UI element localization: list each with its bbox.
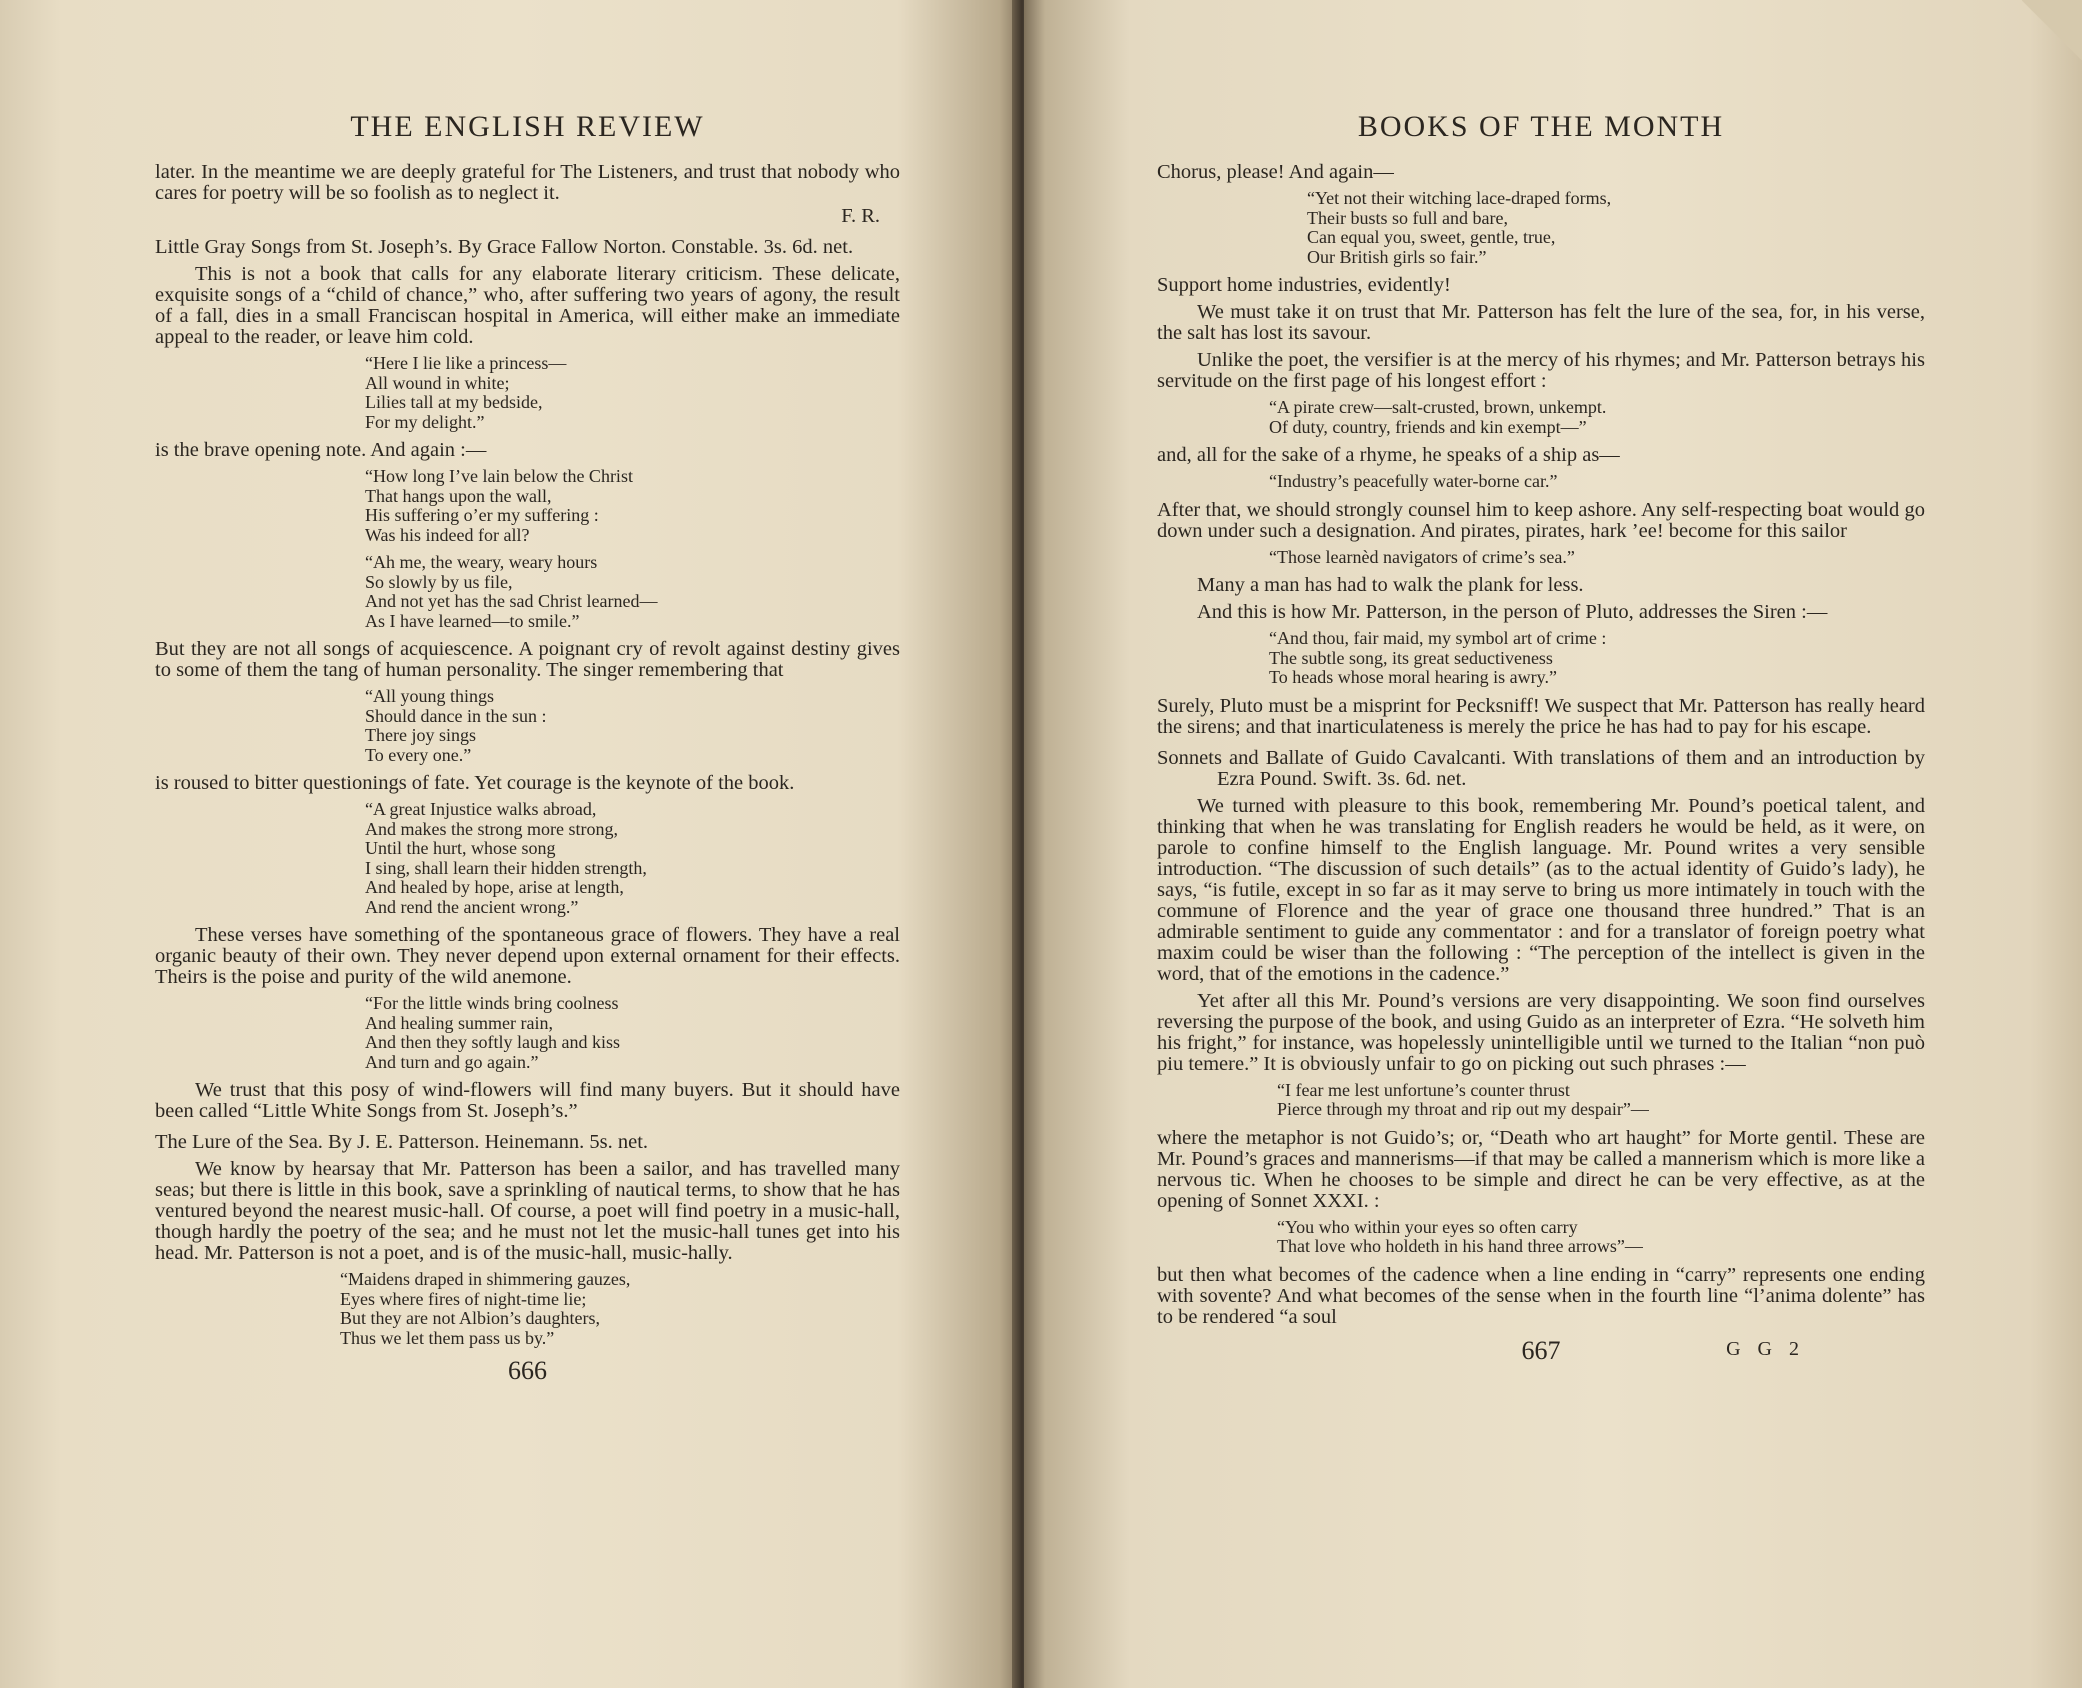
paragraph: And this is how Mr. Patterson, in the person of Pluto, addresses the Siren :— <box>1197 601 1828 623</box>
verse-quote: “Here I lie like a princess— All wound in white; Lilies tall at my bedside, For my delight.” <box>365 353 567 432</box>
signature-mark: G G 2 <box>1726 1337 1805 1360</box>
paragraph: This is not a book that calls for any elaborate literary criticism. These delicate, exquisite songs of a “child of chance,” who, after suffering two years of agony, the result of a fall, dies in a small Franciscan hospital in America, will either make an immediate appeal to the reader, or leave him cold. <box>155 263 900 348</box>
review-heading-lure-of-the-sea: The Lure of the Sea. By J. E. Patterson. Heinemann. 5s. net. <box>155 1131 649 1153</box>
paragraph: We trust that this posy of wind-flowers will find many buyers. But it should have been called “Little White Songs from St. Joseph’s.” <box>155 1079 900 1122</box>
page-number-left: 666 <box>508 1356 547 1385</box>
page-number-right-text: 667 <box>1521 1335 1561 1365</box>
paragraph: We turned with pleasure to this book, remembering Mr. Pound’s poetical talent, and thinking that when he was translating for English readers he would be held, as it were, on parole to confine himself to the English language. Mr. Pound writes a very sensible introduction. “The discussion of such details” (as to the actual identity of Guido’s lady), he says, “is futile, except in so far as it may serve to bring us more intimately in touch with the commune of Florence and the year of grace one thousand three hundred.” That is an admirable sentiment to guide any commentator : and for a translator of foreign poetry what maxim could be wiser than the following : “The perception of the intellect is given in the word, that of the emotions in the cadence.” <box>1157 794 1925 985</box>
page-number-right <box>1157 1336 1925 1366</box>
running-head-left: THE ENGLISH REVIEW <box>350 110 705 143</box>
paragraph: These verses have something of the spontaneous grace of flowers. They have a real organic beauty of their own. They never depend upon external ornament for their effects. Theirs is the poise and purity of the wild anemone. <box>155 924 900 988</box>
verse-quote: “Industry’s peacefully water-borne car.” <box>1269 471 1558 491</box>
verse-quote: “Ah me, the weary, weary hours So slowly by us file, And not yet has the sad Christ learned— As I have learned—to smile.” <box>365 552 658 631</box>
review-heading-cavalcanti: Sonnets and Ballate of Guido Cavalcanti. With translations of them and an introduction by Ezra Pound. Swift. 3s. 6d. net. <box>1157 746 1925 790</box>
left-column <box>155 162 900 1348</box>
paragraph: is the brave opening note. And again :— <box>155 439 487 461</box>
paragraph: Chorus, please! And again— <box>1157 161 1394 183</box>
paragraph: is roused to bitter questionings of fate. Yet courage is the keynote of the book. <box>155 772 795 794</box>
paragraph: But they are not all songs of acquiescence. A poignant cry of revolt against destiny gives to some of them the tang of human personality. The singer remembering that <box>155 638 900 681</box>
paragraph: Yet after all this Mr. Pound’s versions are very disappointing. We soon find ourselves reversing the purpose of the book, and using Guido as an interpreter of Ezra. “He solveth him his fright,” for instance, was hopelessly unintelligible until we turned to the Italian “non può piu temere.” It is obviously unfair to go on picking out such phrases :— <box>1157 989 1925 1075</box>
paragraph: Support home industries, evidently! <box>1157 274 1451 296</box>
verse-quote: “A pirate crew—salt-crusted, brown, unkempt. Of duty, country, friends and kin exempt—” <box>1269 397 1607 437</box>
paragraph: where the metaphor is not Guido’s; or, “Death who art haught” for Morte gentil. These are Mr. Pound’s graces and mannerisms—if that may be called a mannerism which is more like a nervous tic. When he chooses to be simple and direct he can be very effective, as at the opening of Sonnet XXXI. : <box>1157 1126 1925 1212</box>
paragraph: We know by hearsay that Mr. Patterson has been a sailor, and has travelled many seas; but there is little in this book, save a sprinkling of nautical terms, to show that he has ventured beyond the nearest music-hall. Of course, a poet will find poetry in a music-hall, though hardly the poetry of the sea; and he must not let the music-hall tunes get into his head. Mr. Patterson is not a poet, and is of the music-hall, music-hally. <box>155 1158 900 1264</box>
folded-corner <box>2022 0 2082 60</box>
paragraph: and, all for the sake of a rhyme, he speaks of a ship as— <box>1157 444 1620 466</box>
verse-quote: “I fear me lest unfortune’s counter thrust Pierce through my throat and rip out my despair”— <box>1277 1079 1649 1119</box>
verse-quote: “Maidens draped in shimmering gauzes, Eyes where fires of night-time lie; But they are not Albion’s daughters, Thus we let them pass us by.” <box>340 1269 631 1348</box>
verse-quote: “A great Injustice walks abroad, And makes the strong more strong, Until the hurt, whose song I sing, shall learn their hidden strength, And healed by hope, arise at length, And rend the ancient wrong.” <box>365 799 647 917</box>
verse-quote: “How long I’ve lain below the Christ That hangs upon the wall, His suffering o’er my suffering : Was his indeed for all? <box>365 466 633 545</box>
verse-quote: “You who within your eyes so often carry That love who holdeth in his hand three arrows”— <box>1277 1216 1643 1256</box>
verse-quote: “All young things Should dance in the sun : There joy sings To every one.” <box>365 686 547 765</box>
right-page <box>1024 0 2082 1688</box>
right-column <box>1157 162 1925 1328</box>
paragraph: Unlike the poet, the versifier is at the mercy of his rhymes; and Mr. Patterson betrays his servitude on the first page of his longest effort : <box>1157 349 1925 392</box>
reviewer-initials: F. R. <box>841 205 880 227</box>
paragraph: We must take it on trust that Mr. Patterson has felt the lure of the sea, for, in his verse, the salt has lost its savour. <box>1157 301 1925 344</box>
paragraph: later. In the meantime we are deeply grateful for The Listeners, and trust that nobody who cares for poetry will be so foolish as to neglect it. <box>155 161 900 204</box>
paragraph: Many a man has had to walk the plank for less. <box>1197 574 1584 596</box>
paragraph: but then what becomes of the cadence when a line ending in “carry” represents one ending with sovente? And what becomes of the sense when in the fourth line “l’anima dolente” has to be rendered “a soul <box>1157 1263 1925 1328</box>
verse-quote: “For the little winds bring coolness And healing summer rain, And then they softly laugh and kiss And turn and go again.” <box>365 993 620 1072</box>
verse-quote: “And thou, fair maid, my symbol art of crime : The subtle song, its great seductiveness To heads whose moral hearing is awry.” <box>1269 628 1607 687</box>
review-heading-little-gray-songs: Little Gray Songs from St. Joseph’s. By Grace Fallow Norton. Constable. 3s. 6d. net. <box>155 236 854 258</box>
left-page <box>0 0 1020 1688</box>
verse-quote: “Those learnèd navigators of crime’s sea.” <box>1269 546 1575 567</box>
running-head-right: BOOKS OF THE MONTH <box>1357 110 1725 143</box>
verse-quote: “Yet not their witching lace-draped forms, Their busts so full and bare, Can equal you, sweet, gentle, true, Our British girls so fair.” <box>1307 188 1612 267</box>
paragraph: After that, we should strongly counsel him to keep ashore. Any self-respecting boat would go down under such a designation. And pirates, pirates, hark ’ee! become for this sailor <box>1157 498 1925 542</box>
paragraph: Surely, Pluto must be a misprint for Pecksniff! We suspect that Mr. Patterson has really heard the sirens; and that inarticulateness is merely the price he has had to pay for his escape. <box>1157 694 1925 738</box>
